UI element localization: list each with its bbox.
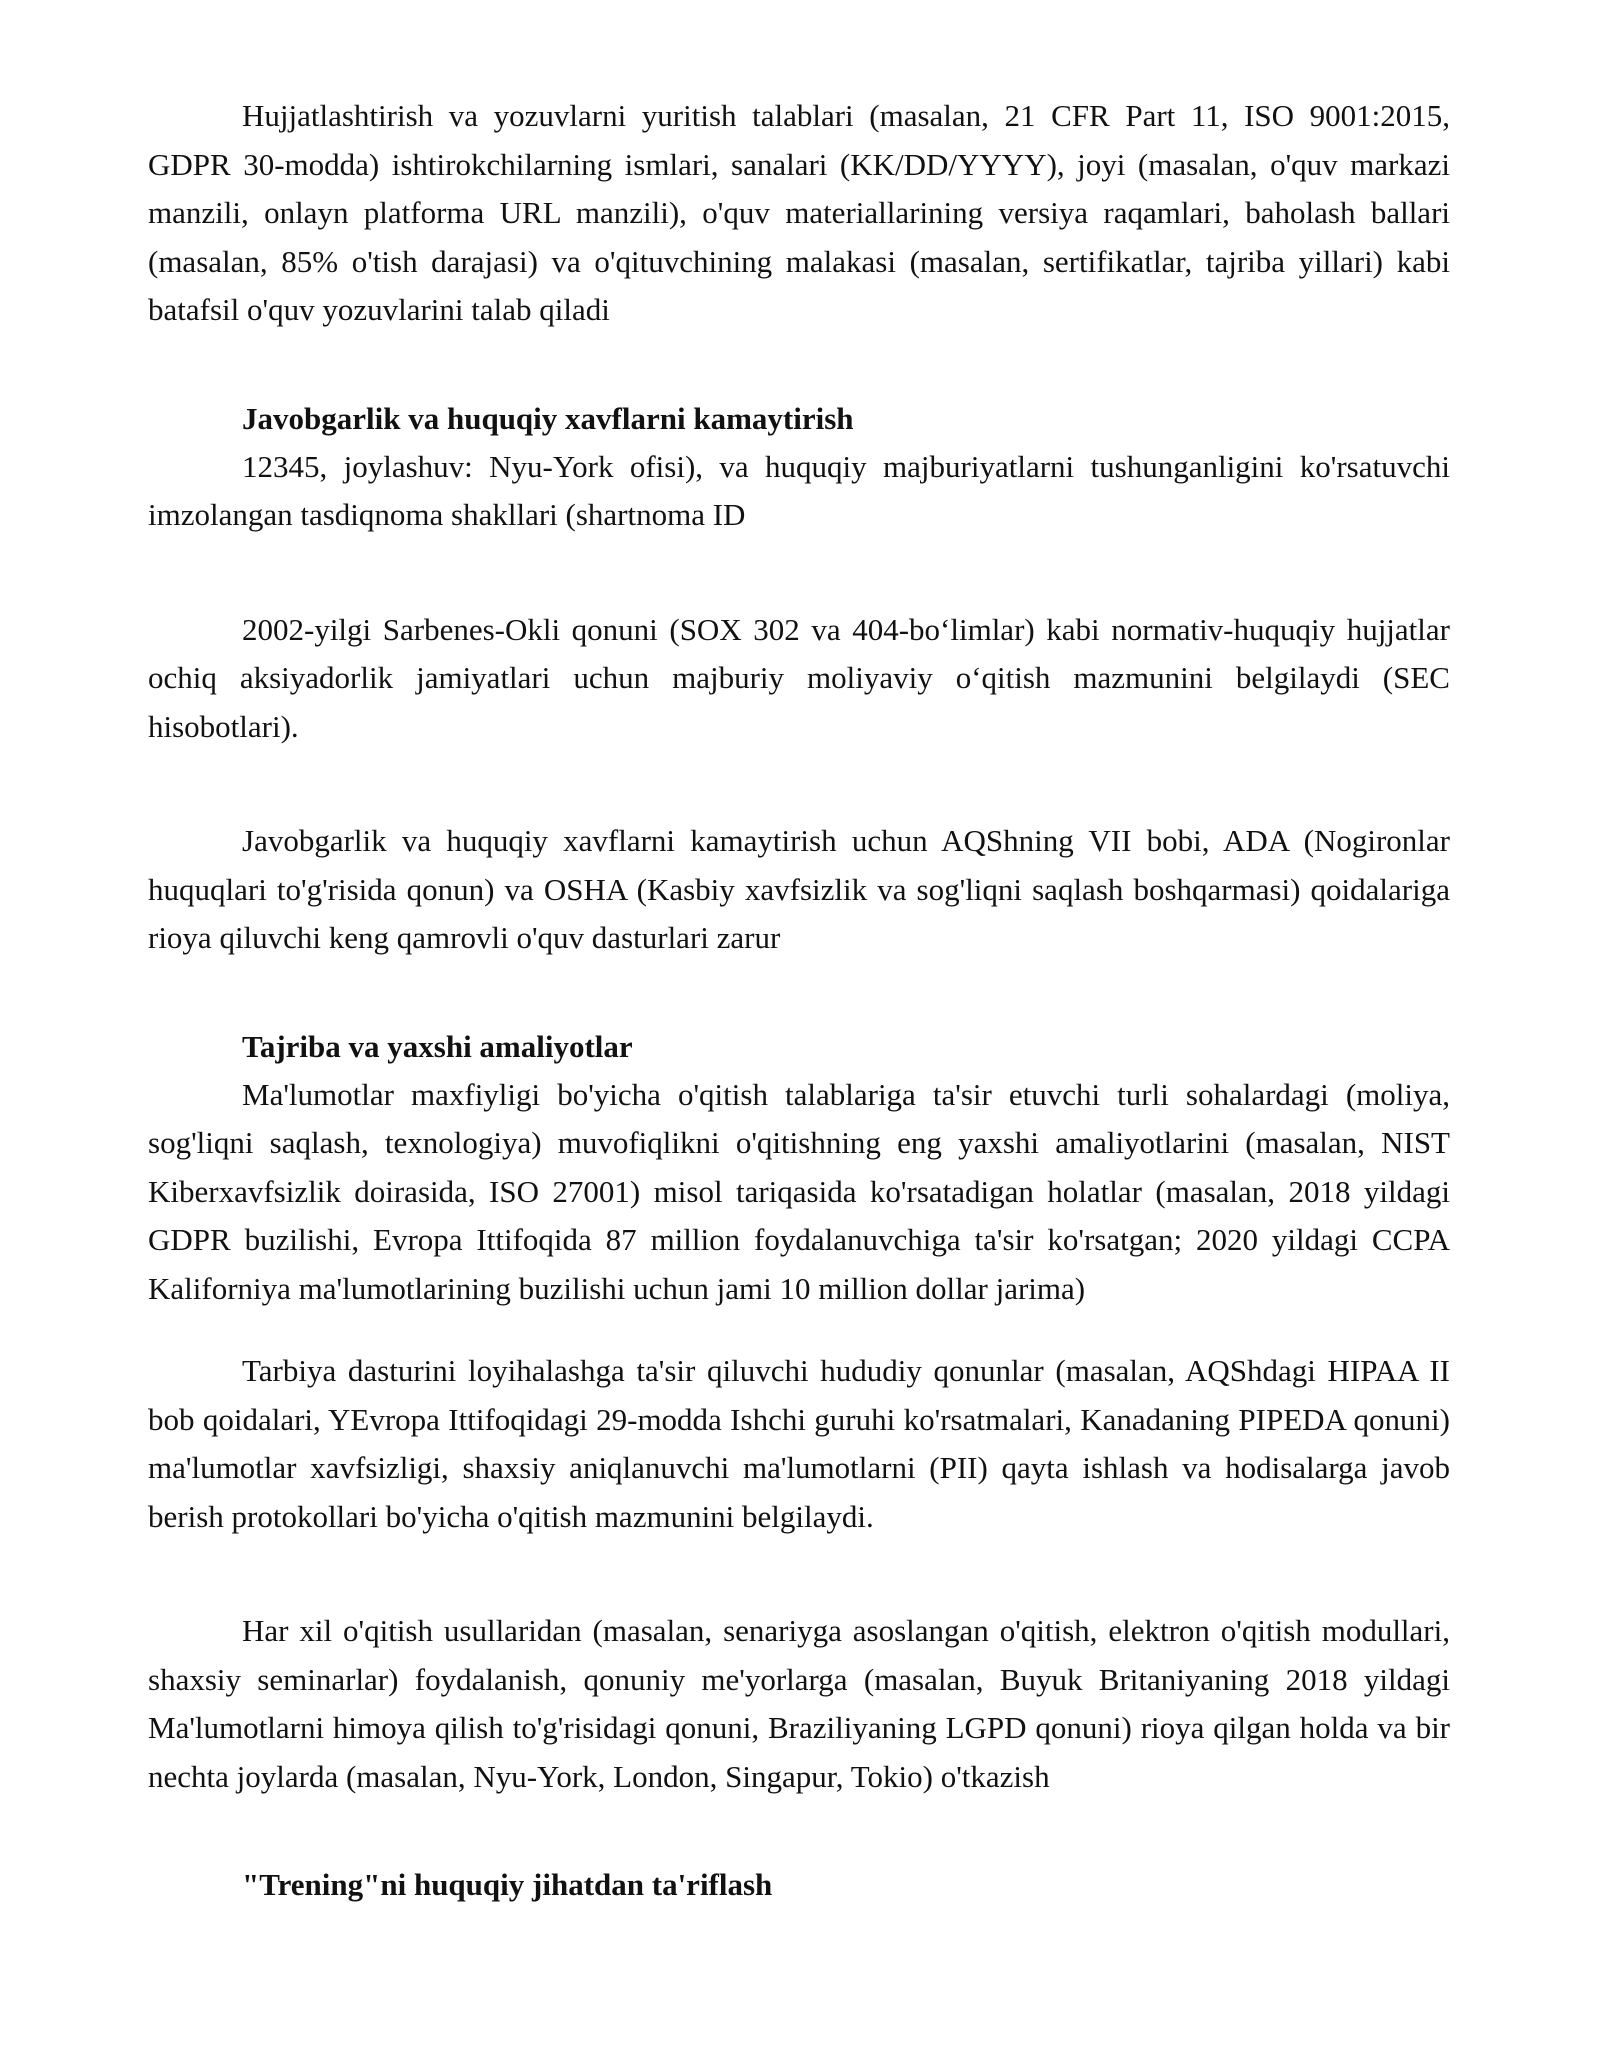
paragraph-training-methods: Har xil o'qitish usullaridan (masalan, senariyga asoslangan o'qitish, elektron o'qitish modullari, shaxsiy seminarlar) foydalanish, qonuniy me'yorlarga (masalan, Buyuk Britaniyaning 2018 yildagi Ma'lumotlarni himoya qilish to'g'risidagi qonuni, Braziliyaning LGPD qonuni) rioya qilgan holda va bir nechta joylarda (masalan, Nyu-York, London, Singapur, Tokio) o'tkazish <box>148 1613 1450 1794</box>
spacer <box>148 963 1450 1023</box>
paragraph-regional-laws: Tarbiya dasturini loyihalashga ta'sir qiluvchi hududiy qonunlar (masalan, AQShdagi HIPAA II bob qoidalari, YEvropa Ittifoqidagi 29-modda Ishchi guruhi ko'rsatmalari, Kanadaning PIPEDA qonuni) ma'lumotlar xavfsizligi, shaxsiy aniqlanuvchi ma'lumotlarni (PII) qayta ishlash va hodisalarga javob berish protokollari bo'yicha o'qitish mazmunini belgilaydi. <box>148 1353 1450 1534</box>
spacer <box>148 751 1450 817</box>
spacer <box>148 335 1450 395</box>
heading-liability-risk-reduction: Javobgarlik va huquqiy xavflarni kamaytirish <box>242 400 854 436</box>
heading-experience-best-practices: Tajriba va yaxshi amaliyotlar <box>242 1028 633 1064</box>
heading-training-legal-definition: "Trening"ni huquqiy jihatdan ta'riflash <box>242 1867 773 1902</box>
paragraph-data-privacy-cases: Ma'lumotlar maxfiyligi bo'yicha o'qitish talablariga ta'sir etuvchi turli sohalardagi (moliya, sog'liqni saqlash, texnologiya) muvofiqlikni o'qitishning eng yaxshi amaliyotlarini (masalan, NIST Kiberxavfsizlik doirasida, ISO 27001) misol tariqasida ko'rsatadigan holatlar (masalan, 2018 yildagi GDPR buzilishi, Evropa Ittifoqida 87 million foydalanuvchiga ta'sir ko'rsatgan; 2020 yildagi CCPA Kaliforniya ma'lumotlarining buzilishi uchun jami 10 million dollar jarima) <box>148 1076 1450 1306</box>
document-page <box>148 92 1450 1909</box>
paragraph-sox-regulations: 2002-yilgi Sarbenes-Okli qonuni (SOX 302 va 404-bo‘limlar) kabi normativ-huquqiy hujjatlar ochiq aksiyadorlik jamiyatlari uchun majburiy moliyaviy o‘qitish mazmunini belgilaydi (SEC hisobotlari). <box>148 611 1450 744</box>
paragraph-documentation-requirements: Hujjatlashtirish va yozuvlarni yuritish talablari (masalan, 21 CFR Part 11, ISO 9001:2015, GDPR 30-modda) ishtirokchilarning ismlari, sanalari (KK/DD/YYYY), joyi (masalan, o'quv markazi manzili, onlayn platforma URL manzili), o'quv materiallarining versiya raqamlari, baholash ballari (masalan, 85% o'tish darajasi) va o'qituvchining malakasi (masalan, sertifikatlar, tajriba yillari) kabi batafsil o'quv yozuvlarini talab qiladi <box>148 98 1450 327</box>
paragraph-signed-acknowledgement: 12345, joylashuv: Nyu-York ofisi), va huquqiy majburiyatlarni tushunganligini ko'rsatuvchi imzolangan tasdiqnoma shakllari (shartnoma ID <box>148 448 1450 532</box>
spacer <box>148 540 1450 606</box>
spacer <box>148 1801 1450 1861</box>
spacer <box>148 1313 1450 1347</box>
paragraph-compliance-programs: Javobgarlik va huquqiy xavflarni kamaytirish uchun AQShning VII bobi, ADA (Nogironlar huquqlari to'g'risida qonun) va OSHA (Kasbiy xavfsizlik va sog'liqni saqlash boshqarmasi) qoidalariga rioya qiluvchi keng qamrovli o'quv dasturlari zarur <box>148 823 1450 955</box>
spacer <box>148 1541 1450 1607</box>
